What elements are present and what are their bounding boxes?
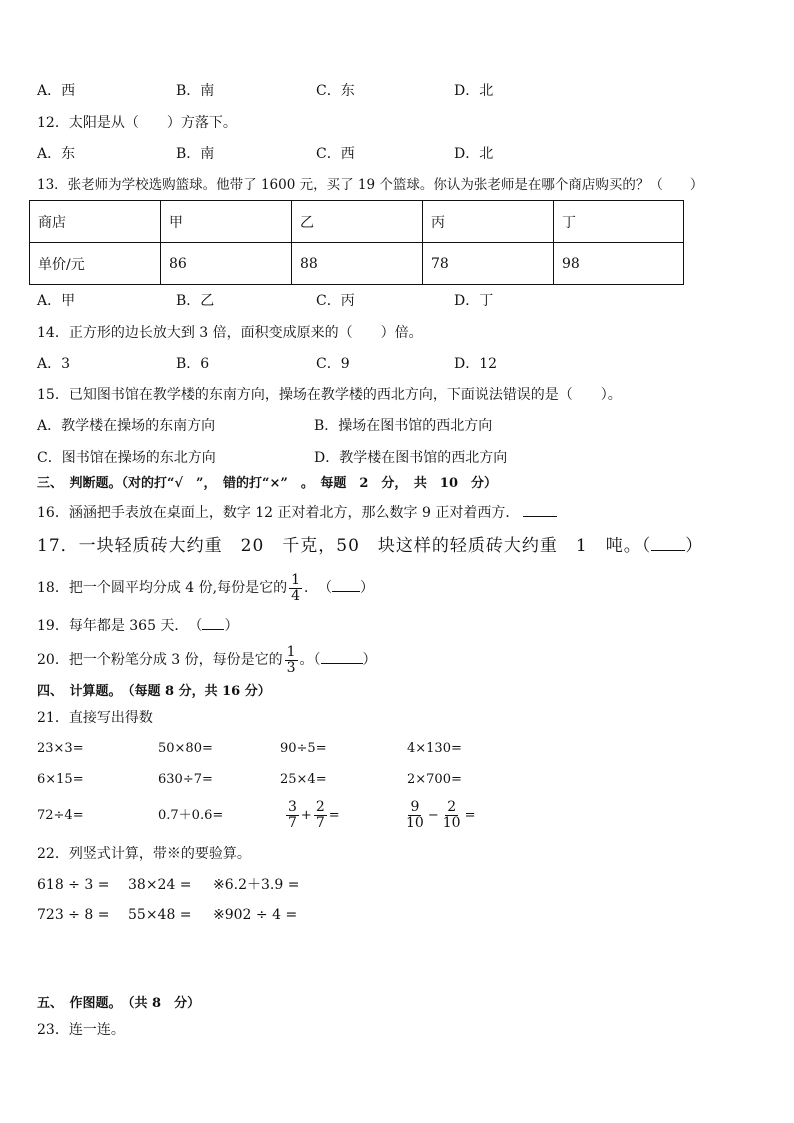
fraction (441, 800, 463, 831)
calc-item: 90÷5= (280, 741, 327, 756)
q17-close: ） (685, 536, 704, 556)
q13-option-a: A．甲 (37, 293, 76, 309)
q18-tail: ． （ (304, 580, 332, 596)
table-cell: 单价/元 (30, 243, 161, 285)
q19-stem: 19．每年都是 365 天． （ (37, 618, 203, 634)
q11-option-c: C．东 (316, 83, 355, 99)
calc-item: ※902 ÷ 4 = (213, 907, 298, 923)
fraction-denominator: 4 (291, 587, 300, 604)
fraction-expression (284, 796, 340, 836)
q15-stem: 15．已知图书馆在教学楼的东南方向，操场在教学楼的西北方向，下面说法错误的是（ ）。 (37, 387, 622, 403)
q14-option-c: C．9 (316, 356, 350, 372)
calc-item: 0.7＋0.6= (158, 808, 224, 823)
q15-option-b: B．操场在图书馆的西北方向 (314, 418, 493, 434)
q13-stem: 13．张老师为学校选购篮球。他带了 1600 元，买了 19 个篮球。你认为张老师是在哪个商店购买的？（ ） (37, 177, 704, 193)
q20 (37, 642, 377, 678)
q16-stem: 16．涵涵把手表放在桌面上，数字 12 正对着北方，那么数字 9 正对着西方． (37, 505, 520, 521)
q16 (37, 502, 557, 522)
fraction (289, 573, 302, 604)
fraction-numerator: 9 (410, 799, 420, 815)
table-row (30, 201, 684, 243)
q11-option-a: A．西 (37, 83, 76, 99)
q19 (37, 615, 238, 635)
calc-item: 50×80= (158, 741, 213, 756)
q12-option-b: B．南 (176, 146, 215, 162)
operator: − (427, 808, 439, 823)
equals: = (464, 808, 476, 823)
calc-item: ※6.2＋3.9 = (213, 877, 300, 893)
q17-stem: 17．一块轻质砖大约重 20 千克，50 块这样的轻质砖大约重 1 吨。（ (37, 536, 652, 556)
fraction-numerator: 2 (315, 799, 325, 815)
q14-option-b: B．6 (176, 356, 210, 372)
q15-option-a: A．教学楼在操场的东南方向 (37, 418, 216, 434)
fraction-denominator: 10 (406, 815, 424, 831)
q18 (37, 570, 374, 606)
fraction-numerator: 1 (286, 643, 296, 660)
table-cell: 88 (292, 243, 423, 285)
table-cell: 乙 (292, 201, 423, 243)
q13-option-c: C．丙 (316, 293, 355, 309)
q11-option-b: B．南 (176, 83, 215, 99)
q19-close: ） (224, 618, 239, 634)
table-cell: 丙 (423, 201, 554, 243)
q12-option-c: C．西 (316, 146, 355, 162)
operator: + (300, 808, 312, 823)
calc-item: 630÷7= (158, 772, 213, 787)
fraction-denominator: 3 (286, 659, 296, 676)
q20-close: ） (362, 652, 377, 668)
q11-option-d: D．北 (454, 83, 494, 99)
fraction-denominator: 7 (315, 815, 325, 831)
q22-stem: 22．列竖式计算，带※的要验算。 (37, 846, 251, 862)
table-cell: 商店 (30, 201, 161, 243)
q13-option-d: D．丁 (454, 293, 494, 309)
equals: = (328, 808, 340, 823)
fraction-denominator: 10 (442, 815, 461, 831)
q14-option-d: D．12 (454, 356, 498, 372)
section-5-title: 五、 作图题。 （共 8 分） (37, 996, 201, 1011)
q12-stem: 12．太阳是从（ ）方落下。 (37, 115, 237, 131)
table-cell: 丁 (554, 201, 684, 243)
calc-item: 2×700= (407, 772, 462, 787)
q12-option-a: A．东 (37, 146, 76, 162)
q15-option-d: D．教学楼在图书馆的西北方向 (314, 450, 508, 466)
fraction-denominator: 7 (288, 815, 297, 831)
q21-stem: 21．直接写出得数 (37, 710, 153, 726)
q18-close: ） (360, 580, 374, 596)
fraction (314, 800, 327, 831)
fraction-numerator: 1 (291, 571, 300, 588)
table-cell: 98 (554, 243, 684, 285)
fraction-numerator: 3 (288, 799, 297, 815)
answer-blank[interactable] (202, 615, 224, 630)
q15-option-c: C．图书馆在操场的东北方向 (37, 450, 216, 466)
fraction (285, 645, 298, 676)
table-cell: 78 (423, 243, 554, 285)
calc-item: 38×24 = (128, 877, 192, 893)
fraction (286, 800, 299, 831)
q18-stem: 18．把一个圆平均分成 4 份,每份是它的 (37, 580, 288, 596)
answer-blank[interactable] (321, 649, 363, 664)
calc-item: 23×3= (37, 741, 84, 756)
q17 (37, 536, 703, 555)
calc-item: 55×48 = (128, 907, 192, 923)
table-row (30, 243, 684, 285)
calc-item: 618 ÷ 3 = (37, 877, 110, 893)
answer-blank[interactable] (523, 502, 557, 517)
fraction-expression (402, 796, 475, 836)
calc-item: 72÷4= (37, 808, 84, 823)
q14-option-a: A．3 (37, 356, 71, 372)
fraction (404, 800, 426, 831)
section-3-title: 三、 判断题。（对的打“√ ”， 错的打“×” 。 每题 2 分， 共 10 分） (37, 476, 497, 491)
answer-blank[interactable] (651, 536, 685, 551)
table-cell: 86 (161, 243, 292, 285)
calc-item: 4×130= (407, 741, 462, 756)
price-table (29, 200, 684, 285)
q14-stem: 14．正方形的边长放大到 3 倍，面积变成原来的（ ）倍。 (37, 325, 423, 341)
q20-stem: 20．把一个粉笔分成 3 份，每份是它的 (37, 652, 283, 668)
section-4-title: 四、 计算题。 （每题 8 分，共 16 分） (37, 684, 271, 699)
q20-tail: 。（ (299, 652, 321, 668)
table-cell: 甲 (161, 201, 292, 243)
calc-item: 25×4= (280, 772, 327, 787)
fraction-numerator: 2 (447, 799, 457, 815)
q12-option-d: D．北 (454, 146, 494, 162)
answer-blank[interactable] (332, 577, 360, 592)
calc-item: 6×15= (37, 772, 84, 787)
q23-stem: 23．连一连。 (37, 1022, 125, 1038)
calc-item: 723 ÷ 8 = (37, 907, 110, 923)
q13-option-b: B．乙 (176, 293, 215, 309)
